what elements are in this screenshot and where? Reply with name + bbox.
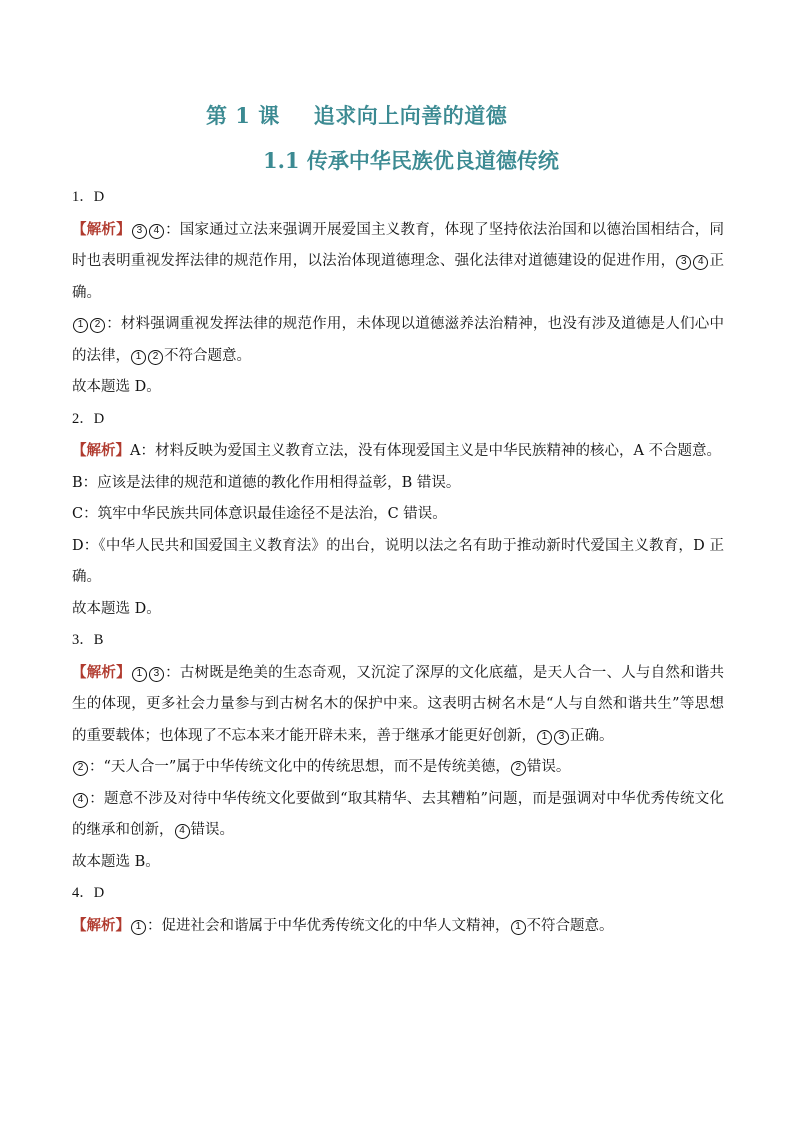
analysis-tag: 【解析】 xyxy=(72,442,130,459)
circled-number: 1 xyxy=(537,730,552,745)
circled-number: 4 xyxy=(73,793,88,808)
q2-analysis-c: C：筑牢中华民族共同体意识最佳途径不是法治，C 错误。 xyxy=(72,506,447,522)
q1-analysis-1: 【解析】 3 4 ：国家通过立法来强调开展爱国主义教育，体现了坚持依法治国和以德治国相结合，同时也表明重视发挥法律的规范作用，以法治体现道德理念、强化法律对道德建设的促进作用， 3 4 正确。 xyxy=(72,220,725,301)
circled-number: 3 xyxy=(149,667,164,682)
answer-content xyxy=(72,182,724,942)
q1-conclusion: 故本题选 D。 xyxy=(72,379,161,395)
analysis-tag: 【解析】 xyxy=(72,220,131,238)
q2-analysis-a xyxy=(72,435,724,468)
circled-number: 4 xyxy=(693,255,708,270)
q3-analysis-2 xyxy=(72,752,724,784)
lesson-label: 第 1 课 xyxy=(206,103,280,128)
analysis-tag: 【解析】 xyxy=(72,663,131,681)
circled-number: 4 xyxy=(175,824,190,839)
q4-analysis-text: 促进社会和谐属于中华优秀传统文化的中华人文精神， xyxy=(161,917,510,934)
q3-analysis-verdict: 错误。 xyxy=(190,822,234,838)
circled-number: 2 xyxy=(148,350,163,365)
q2-analysis-d: D：《中华人民共和国爱国主义教育法》的出台，说明以法之名有助于推动新时代爱国主义教育，D 正确。 xyxy=(72,537,724,585)
circled-number: 3 xyxy=(554,730,569,745)
q4-analysis-1: 【解析】 1 ：促进社会和谐属于中华优秀传统文化的中华人文精神， 1 不符合题意。 xyxy=(72,916,614,934)
circled-number: 3 xyxy=(676,255,691,270)
circled-number: 4 xyxy=(149,224,164,239)
q3-analysis-text: ：“天人合一”属于中华传统文化中的传统思想，而不是传统美德， xyxy=(89,759,510,775)
section-title: 1.1 传承中华民族优良道德传统 xyxy=(263,148,559,173)
q3-analysis-3 xyxy=(72,784,724,847)
q3-answer: 3．B xyxy=(72,632,104,648)
lesson-title xyxy=(206,100,507,130)
analysis-tag: 【解析】 xyxy=(72,916,130,934)
q1-analysis-verdict: 正确。 xyxy=(72,253,725,301)
circled-number: 3 xyxy=(132,224,147,239)
circled-number: 1 xyxy=(73,318,88,333)
circled-number: 1 xyxy=(131,920,146,935)
lesson-name: 追求向上向善的道德 xyxy=(313,103,508,128)
circled-number: 2 xyxy=(73,761,88,776)
q4-answer: 4．D xyxy=(72,885,105,901)
q1-analysis-2 xyxy=(72,309,724,372)
q3-conclusion: 故本题选 B。 xyxy=(72,853,160,870)
q3-analysis-verdict: 错误。 xyxy=(526,759,571,775)
circled-number: 2 xyxy=(511,761,526,776)
circled-number: 2 xyxy=(90,318,105,333)
q3-analysis-text: ：题意不涉及对待中华传统文化要做到“取其精华、去其糟粕”问题，而是强调对中华优秀传统文化的继承和创新， xyxy=(72,790,724,838)
circled-number: 1 xyxy=(131,350,146,365)
q3-analysis-1: 【解析】 1 3 ：古树既是绝美的生态奇观，又沉淀了深厚的文化底蕴，是天人合一、人与自然和谐共生的体现，更多社会力量参与到古树名木的保护中来。这表明古树名木是“人与自然和谐共生”等思想的重要载体；也体现了不忘本来才能开辟未来，善于继承才能更好创新， 1 3 正确。 xyxy=(72,663,725,744)
circled-number: 1 xyxy=(511,920,526,935)
circled-number: 1 xyxy=(132,667,147,682)
q1-answer: 1．D xyxy=(72,189,105,205)
q3-analysis-text: 古树既是绝美的生态奇观，又沉淀了深厚的文化底蕴，是天人合一、人与自然和谐共生的体现，更多社会力量参与到古树名木的保护中来。这表明古树名木是“人与自然和谐共生”等思想的重要载体；也体现了不忘本来才能开辟未来，善于继承才能更好创新， xyxy=(72,664,725,744)
q1-analysis-text: 国家通过立法来强调开展爱国主义教育，体现了坚持依法治国和以德治国相结合，同时也表明重视发挥法律的规范作用，以法治体现道德理念、强化法律对道德建设的促进作用， xyxy=(72,221,725,269)
q1-analysis-text: ：材料强调重视发挥法律的规范作用，未体现以道德滋养法治精神，也没有涉及道德是人们心中的法律， xyxy=(72,316,724,364)
q1-analysis-verdict: 不符合题意。 xyxy=(164,347,251,364)
q2-conclusion: 故本题选 D。 xyxy=(72,600,161,617)
q4-analysis-verdict: 不符合题意。 xyxy=(526,917,614,934)
q2-option-a: A：材料反映为爱国主义教育立法，没有体现爱国主义是中华民族精神的核心，A 不合题意。 xyxy=(130,443,722,459)
q2-answer: 2．D xyxy=(72,410,105,427)
q3-analysis-verdict: 正确。 xyxy=(570,727,614,744)
q2-analysis-b: B：应该是法律的规范和道德的教化作用相得益彰，B 错误。 xyxy=(72,474,461,491)
